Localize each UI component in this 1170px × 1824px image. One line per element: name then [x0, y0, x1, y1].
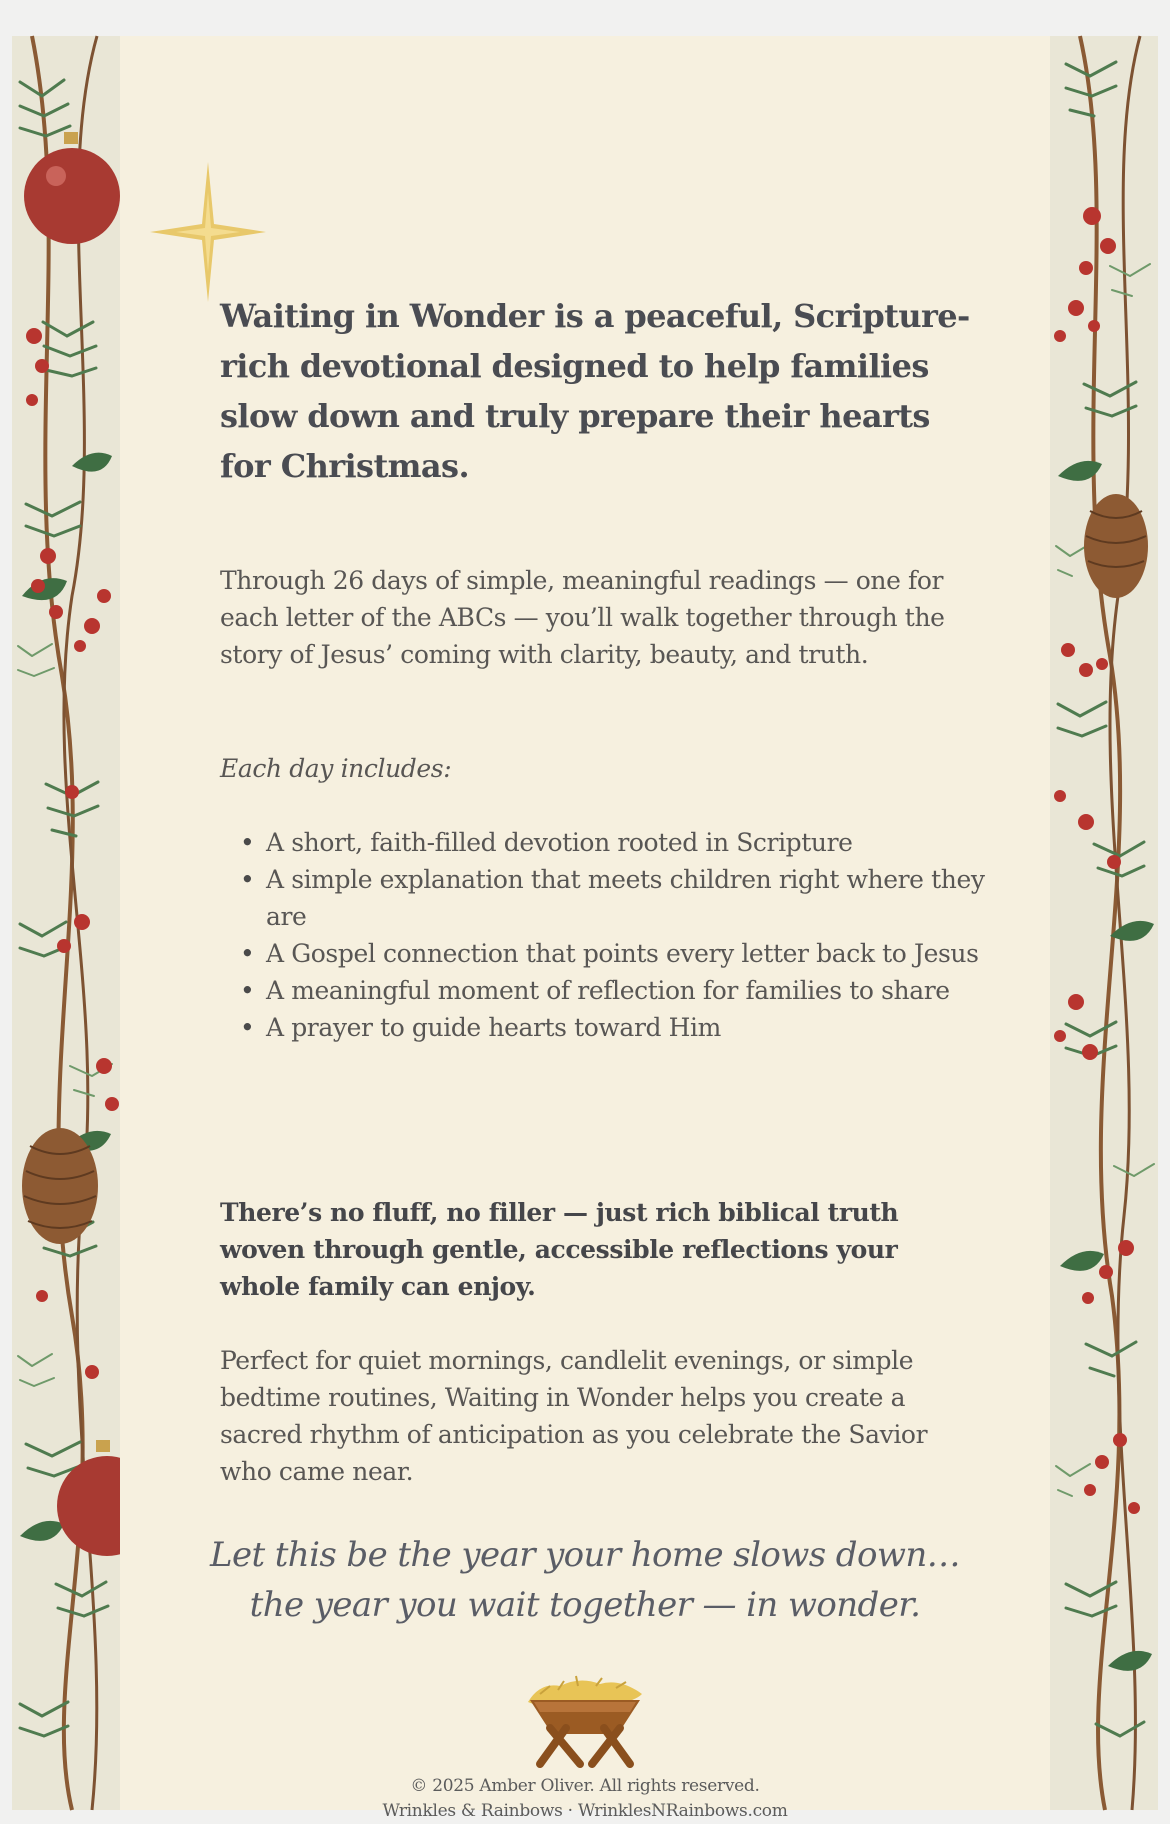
footer-site: Wrinkles & Rainbows · WrinklesNRainbows.com	[382, 1801, 788, 1821]
holly-pine-border-left	[12, 36, 120, 1810]
tagline	[180, 1530, 990, 1630]
footer	[120, 1774, 1050, 1824]
list-item: • A simple explanation that meets children right where they are	[266, 861, 1006, 935]
emphasis-paragraph: There’s no fluff, no filler — just rich biblical truth woven through gentle, accessible reflections your whole family can enjoy.	[220, 1198, 899, 1301]
bullet-icon: •	[240, 939, 255, 968]
holly-pine-border-right	[1050, 36, 1158, 1810]
bullet-icon: •	[240, 828, 255, 857]
list-item: • A Gospel connection that points every letter back to Jesus	[266, 935, 1006, 972]
tagline-line-2: the year you wait together — in wonder.	[249, 1585, 921, 1625]
holly-pine-border-icon	[1050, 36, 1158, 1810]
bullet-icon: •	[240, 1013, 255, 1042]
footer-copyright: © 2025 Amber Oliver. All rights reserved.	[410, 1776, 760, 1796]
intro-paragraph: Through 26 days of simple, meaningful readings — one for each letter of the ABCs — you’ll walk together through the story of Jesus’ coming with clarity, beauty, and truth.	[220, 566, 945, 669]
devotional-page	[12, 36, 1158, 1821]
bullet-icon: •	[240, 865, 255, 894]
list-item: • A meaningful moment of reflection for families to share	[266, 972, 1006, 1009]
four-point-star-icon	[150, 162, 266, 302]
tagline-line-1: Let this be the year your home slows down…	[209, 1535, 961, 1575]
holly-pine-border-icon	[12, 36, 120, 1810]
content-column	[120, 36, 1050, 1821]
closing-paragraph: Perfect for quiet mornings, candlelit evenings, or simple bedtime routines, Waiting in Wonder helps you create a sacred rhythm of anticipation as you celebrate the Savior who came near.	[220, 1346, 928, 1486]
includes-label: Each day includes:	[220, 754, 452, 783]
list-item: • A prayer to guide hearts toward Him	[266, 1009, 1006, 1046]
bullet-icon: •	[240, 976, 255, 1005]
manger-icon	[520, 1672, 650, 1768]
headline: Waiting in Wonder is a peaceful, Scripture-rich devotional designed to help families slow down and truly prepare their hearts for Christmas.	[220, 297, 970, 485]
list-item: • A short, faith-filled devotion rooted in Scripture	[266, 824, 1006, 861]
includes-list	[220, 824, 1006, 1046]
